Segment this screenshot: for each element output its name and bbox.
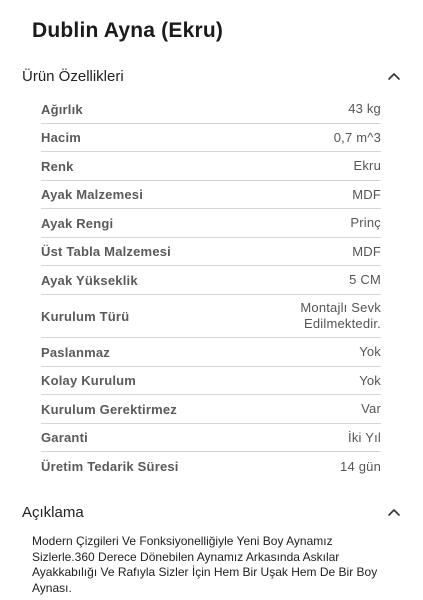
feature-row	[41, 238, 381, 266]
feature-label: Ayak Rengi	[41, 215, 114, 231]
page-title: Dublin Ayna (Ekru)	[32, 19, 224, 42]
feature-label: Ağırlık	[41, 101, 83, 117]
feature-row	[41, 338, 381, 367]
features-accordion-header[interactable]	[22, 64, 401, 88]
feature-label: Kurulum Türü	[41, 308, 130, 324]
feature-label: Renk	[41, 158, 74, 174]
feature-row	[41, 124, 381, 152]
feature-label: Kurulum Gerektirmez	[41, 401, 178, 417]
feature-value: 14 gün	[340, 458, 381, 474]
chevron-up-icon[interactable]	[387, 505, 401, 519]
feature-value: Yok	[359, 372, 381, 388]
feature-value: 5 CM	[349, 272, 381, 287]
chevron-up-icon[interactable]	[387, 69, 401, 83]
feature-row	[41, 295, 381, 338]
description-text: Modern Çizgileri Ve Fonksiyonelliğiyle Yeni Boy Aynamız Sizlerle.360 Derece Dönebilen Aynamız Arkasında Askılar Ayakkabılığı Ve Rafıyla Sizler İçin Hem Bir Uşak Hem De Bir Boy Aynası.	[32, 534, 378, 595]
feature-label: Ayak Malzemesi	[41, 187, 144, 202]
feature-label: Ayak Yükseklik	[41, 272, 138, 288]
feature-value: İki Yıl	[348, 429, 381, 445]
feature-value: Montajlı Sevk Edilmektedir.	[300, 300, 381, 331]
description-accordion-header[interactable]	[22, 500, 401, 524]
feature-row	[41, 181, 381, 209]
feature-value: 0,7 m^3	[333, 129, 381, 145]
feature-value: MDF	[352, 243, 381, 259]
feature-row	[41, 452, 381, 481]
feature-value: 43 kg	[348, 101, 381, 116]
feature-label: Üretim Tedarik Süresi	[41, 459, 179, 474]
description-header-label: Açıklama	[22, 503, 84, 521]
feature-row	[41, 395, 381, 424]
feature-row	[41, 367, 381, 395]
features-header-label: Ürün Özellikleri	[22, 67, 124, 85]
feature-value: Prinç	[350, 215, 381, 230]
feature-label: Üst Tabla Malzemesi	[41, 244, 171, 259]
feature-value: MDF	[352, 186, 381, 202]
feature-value: Ekru	[353, 158, 381, 173]
feature-row	[41, 266, 381, 295]
feature-row	[41, 95, 381, 124]
feature-value: Var	[361, 401, 381, 416]
feature-value: Yok	[359, 344, 381, 359]
features-table	[41, 95, 381, 481]
feature-row	[41, 424, 381, 452]
feature-label: Kolay Kurulum	[41, 373, 137, 388]
feature-label: Hacim	[41, 130, 82, 145]
feature-label: Garanti	[41, 430, 88, 445]
feature-row	[41, 152, 381, 181]
feature-row	[41, 209, 381, 238]
feature-label: Paslanmaz	[41, 344, 111, 360]
